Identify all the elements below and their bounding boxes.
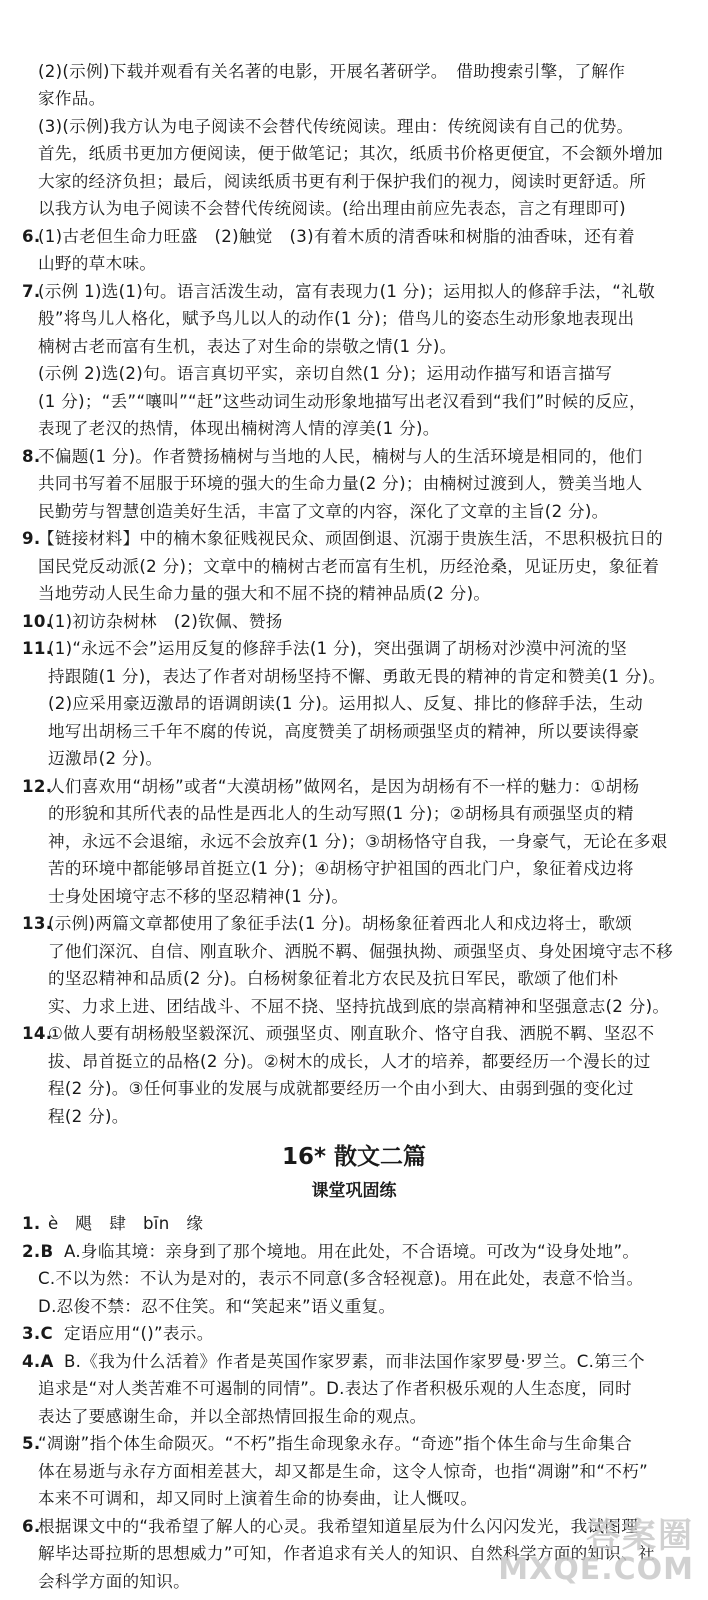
text-line: 追求是“对人类苦难不可遏制的同情”。D.表达了作者积极乐观的人生态度，同时: [38, 1379, 632, 1398]
text-line: 国民党反动派(2 分)；文章中的楠树古老而富有生机，历经沧桑，见证历史，象征着: [38, 557, 660, 576]
text-line: (示例)两篇文章都使用了象征手法(1 分)。胡杨象征着西北人和戍边将士，歌颂: [48, 914, 633, 933]
text-line: B.《我为什么活着》作者是英国作家罗素，而非法国作家罗曼·罗兰。C.第三个: [64, 1352, 645, 1371]
question-number: 10.: [22, 612, 53, 631]
text-line: (1)古老但生命力旺盛 (2)触觉 (3)有着木质的清香味和树脂的油香味，还有着: [38, 227, 635, 246]
text-line: 民勤劳与智慧创造美好生活，丰富了文章的内容，深化了文章的主旨(2 分)。: [38, 502, 609, 521]
text-line: 解毕达哥拉斯的思想威力”可知，作者追求有关人的知识、自然科学方面的知识、社: [38, 1544, 656, 1563]
watermark-logo: [498, 1508, 694, 1590]
text-line: 不偏题(1 分)。作者赞扬楠树与当地的人民，楠树与人的生活环境是相同的，他们: [38, 447, 643, 466]
text-line: 楠树古老而富有生机，表达了对生命的崇敬之情(1 分)。: [38, 337, 457, 356]
text-line: (2)应采用豪迈激昂的语调朗读(1 分)。运用拟人、反复、排比的修辞手法，生动: [48, 694, 643, 713]
watermark-url: MXQE.COM: [498, 1552, 694, 1587]
text-line: 【链接材料】中的楠木象征贱视民众、顽固倒退、沉溺于贵族生活，不思积极抗日的: [38, 529, 664, 548]
section-title: 16* 散文二篇: [281, 1144, 427, 1170]
question-number: 1.: [22, 1214, 41, 1233]
text-line: 程(2 分)。③任何事业的发展与成就都要经历一个由小到大、由弱到强的变化过: [48, 1079, 634, 1098]
text-line: A.身临其境：亲身到了那个境地。用在此处，不合语境。可改为“设身处地”。: [64, 1242, 640, 1261]
text-line: 大家的经济负担；最后，阅读纸质书更有利于保护我们的视力，阅读时更舒适。所: [38, 172, 647, 191]
text-line: 的坚忍精神和品质(2 分)。白杨树象征着北方农民及抗日军民，歌颂了他们朴: [48, 969, 619, 988]
text-line: 实、力求上进、团结战斗、不屈不挠、坚持抗战到底的崇高精神和坚强意志(2 分)。: [48, 997, 670, 1016]
section-subtitle: 课堂巩固练: [311, 1181, 397, 1201]
text-line: (1)“永远不会”运用反复的修辞手法(1 分)，突出强调了胡杨对沙漠中河流的坚: [48, 639, 627, 658]
question-number: 8.: [22, 447, 41, 466]
question-number: 13.: [22, 914, 53, 933]
question-number: 4.A: [22, 1352, 54, 1371]
question-number: 11.: [22, 639, 53, 658]
text-line: 了他们深沉、自信、刚直耿介、洒脱不羁、倔强执拗、顽强坚贞、身处困境守志不移: [48, 942, 674, 961]
text-line: 当地劳动人民生命力量的强大和不屈不挠的精神品质(2 分)。: [38, 584, 491, 603]
text-line: 的形貌和其所代表的品性是西北人的生动写照(1 分)；②胡杨具有顽强坚贞的精: [48, 804, 634, 823]
text-line: 体在易逝与永存方面相差甚大，却又都是生命，这令人惊奇，也指“凋谢”和“不朽”: [38, 1462, 648, 1481]
text-line: ①做人要有胡杨般坚毅深沉、顽强坚贞、刚直耿介、恪守自我、洒脱不羁、坚忍不: [48, 1024, 655, 1043]
question-number: 6.: [22, 1517, 41, 1536]
text-line: (1)初访杂树林 (2)钦佩、赞扬: [48, 612, 283, 631]
text-line: 迈激昂(2 分)。: [48, 749, 163, 768]
text-line: 般”将鸟儿人格化，赋予鸟儿以人的动作(1 分)；借鸟儿的姿态生动形象地表现出: [38, 309, 635, 328]
text-line: (示例 2)选(2)句。语言真切平实，亲切自然(1 分)；运用动作描写和语言描写: [38, 364, 613, 383]
text-line: 人们喜欢用“胡杨”或者“大漠胡杨”做网名，是因为胡杨有不一样的魅力：①胡杨: [48, 777, 640, 796]
text-line: (示例 1)选(1)句。语言活泼生动，富有表现力(1 分)；运用拟人的修辞手法，“礼敬: [38, 282, 655, 301]
watermark-text: 答案圈: [586, 1516, 694, 1556]
text-line: 以我方认为电子阅读不会替代传统阅读。(给出理由前应先表态，言之有理即可): [38, 199, 626, 218]
question-number: 9.: [22, 529, 41, 548]
text-line: (1 分)；“丢”“嚷叫”“赶”这些动词生动形象地描写出老汉看到“我们”时候的反应，: [38, 392, 646, 411]
text-line: 定语应用“()”表示。: [64, 1324, 214, 1343]
text-line: D.忍俊不禁：忍不住笑。和“笑起来”语义重复。: [38, 1297, 396, 1316]
question-number: 5.: [22, 1434, 41, 1453]
text-line: 共同书写着不屈服于环境的强大的生命力量(2 分)；由楠树过渡到人，赞美当地人: [38, 474, 643, 493]
question-number: 14.: [22, 1024, 53, 1043]
question-number: 2.B: [22, 1242, 54, 1261]
text-line: (2)(示例)下载并观看有关名著的电影，开展名著研学。 借助搜索引擎，了解作: [38, 62, 626, 81]
text-line: 首先，纸质书更加方便阅读，便于做笔记；其次，纸质书价格更便宜，不会额外增加: [38, 144, 664, 163]
text-line: 士身处困境守志不移的坚忍精神(1 分)。: [48, 887, 349, 906]
text-line: 持跟随(1 分)，表达了作者对胡杨坚持不懈、勇敢无畏的精神的肯定和赞美(1 分)。: [48, 667, 666, 686]
text-line: 会科学方面的知识。: [38, 1572, 191, 1591]
question-number: 3.C: [22, 1324, 53, 1343]
question-number: 7.: [22, 282, 41, 301]
text-line: 苦的环境中都能够昂首挺立(1 分)；④胡杨守护祖国的西北门户，象征着戍边将: [48, 859, 634, 878]
text-line: 本来不可调和，却又同时上演着生命的协奏曲，让人慨叹。: [38, 1489, 478, 1508]
text-line: 神，永远不会退缩，永远不会放弃(1 分)；③胡杨恪守自我，一身豪气，无论在多艰: [48, 832, 668, 851]
text-line: “凋谢”指个体生命陨灭。“不朽”指生命现象永存。“奇迹”指个体生命与生命集合: [38, 1434, 632, 1453]
question-number: 6.: [22, 227, 41, 246]
text-line: C.不以为然：不认为是对的，表示不同意(多含轻视意)。用在此处，表意不恰当。: [38, 1269, 644, 1288]
text-line: 程(2 分)。: [48, 1107, 129, 1126]
question-number: 12.: [22, 777, 53, 796]
text-line: 拔、昂首挺立的品格(2 分)。②树木的成长，人才的培养，都要经历一个漫长的过: [48, 1052, 651, 1071]
text-line: è 飓 肆 bīn 缘: [48, 1214, 204, 1233]
text-line: 根据课文中的“我希望了解人的心灵。我希望知道星辰为什么闪闪发光，我试图理: [38, 1517, 639, 1536]
text-line: 家作品。: [38, 89, 106, 108]
text-line: 表现了老汉的热情，体现出楠树湾人情的淳美(1 分)。: [38, 419, 440, 438]
text-line: 地写出胡杨三千年不腐的传说，高度赞美了胡杨顽强坚贞的精神，所以要读得豪: [48, 722, 640, 741]
text-line: 表达了要感谢生命，并以全部热情回报生命的观点。: [38, 1407, 427, 1426]
text-line: 山野的草木味。: [38, 254, 157, 273]
text-line: (3)(示例)我方认为电子阅读不会替代传统阅读。理由：传统阅读有自己的优势。: [38, 117, 634, 136]
